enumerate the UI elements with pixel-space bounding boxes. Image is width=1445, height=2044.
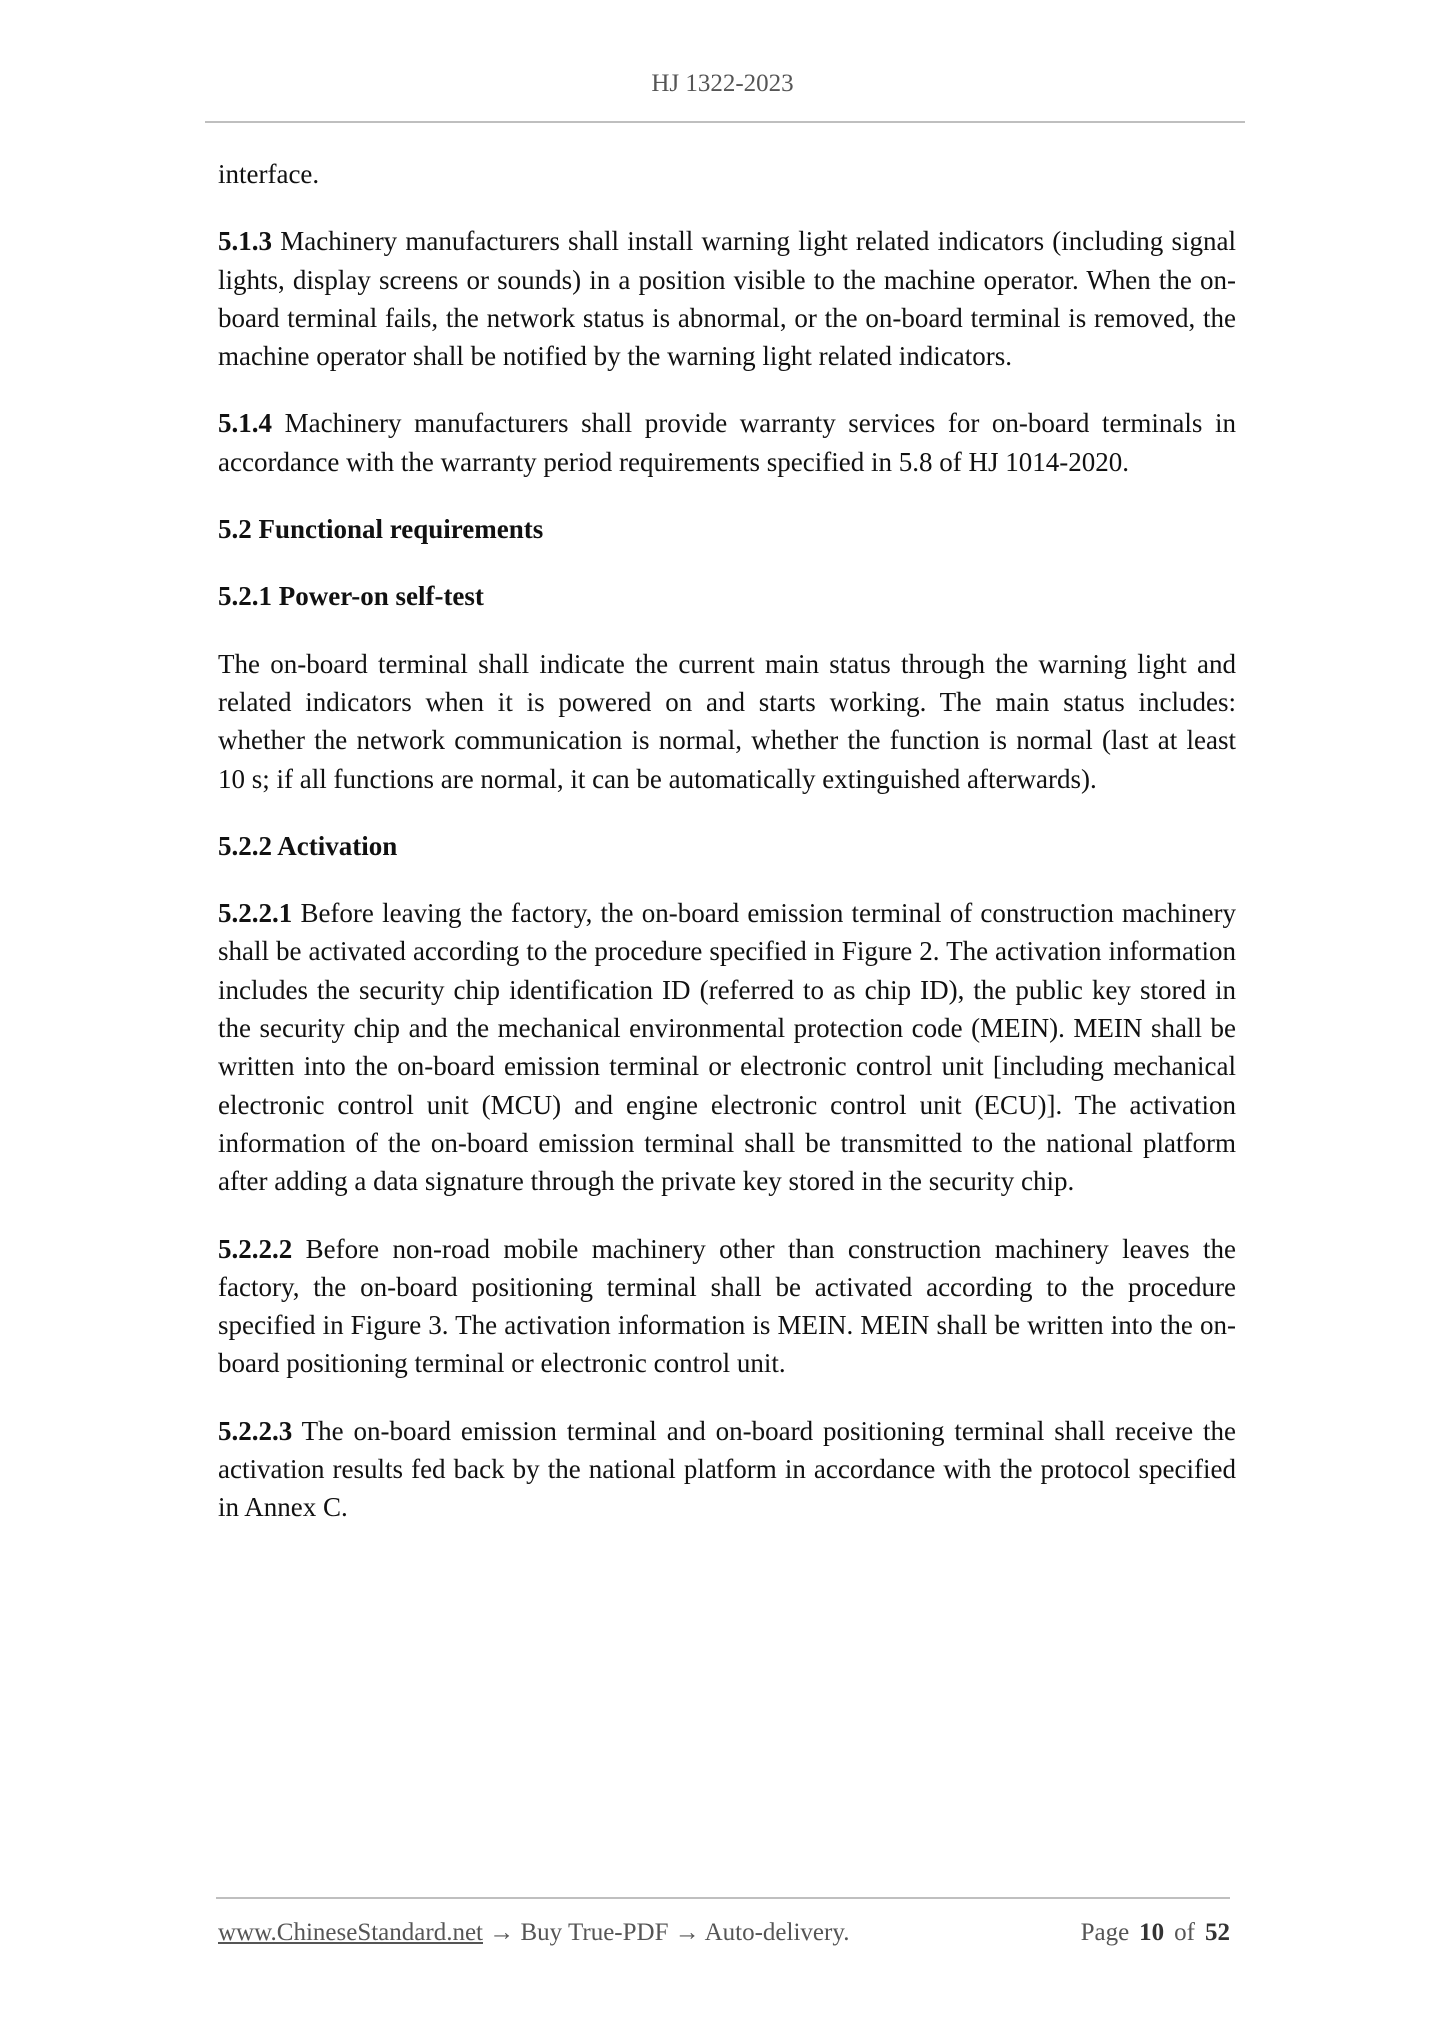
clause-5-1-4 [218, 404, 1236, 481]
clause-number: 5.2.2.1 [218, 898, 293, 929]
clause-5-2-2-1 [218, 894, 1236, 1200]
clause-text: Before non-road mobile machinery other than construction machinery leaves the factory, the on-board positioning terminal shall be activated according to the procedure specified in Figure 3. The activation information is MEIN. MEIN shall be written into the on-board positioning terminal or electronic control unit. [218, 1233, 1236, 1379]
document-body [218, 155, 1236, 1556]
buy-pdf-text: Buy True-PDF [520, 1919, 669, 1946]
website-link[interactable]: www.ChineseStandard.net [218, 1919, 483, 1946]
clause-5-1-3 [218, 222, 1236, 375]
current-page: 10 [1139, 1919, 1165, 1946]
clause-5-2-2-2 [218, 1230, 1236, 1383]
section-heading-5-2-2: 5.2.2 Activation [218, 830, 398, 861]
clause-text: Before leaving the factory, the on-board emission terminal of construction machinery shall be activated according to the procedure specified in Figure 2. The activation information includes the security chip identification ID (referred to as chip ID), the public key stored in the security chip and the mechanical environmental protection code (MEIN). MEIN shall be written into the on-board emission terminal or electronic control unit [including mechanical electronic control unit (MCU) and engine electronic control unit (ECU)]. The activation information of the on-board emission terminal shall be transmitted to the national platform after adding a data signature through the private key stored in the security chip. [218, 898, 1236, 1197]
arrow-right-icon: → [489, 1919, 515, 1946]
clause-text: Machinery manufacturers shall install warning light related indicators (including signal lights, display screens or sounds) in a position visible to the machine operator. When the on-board terminal fails, the network status is abnormal, or the on-board terminal is removed, the machine operator shall be notified by the warning light related indicators. [218, 226, 1237, 372]
page-label: Page [1080, 1919, 1130, 1946]
clause-text: Machinery manufacturers shall provide warranty services for on-board terminals in accordance with the warranty period requirements specified in 5.8 of HJ 1014-2020. [218, 408, 1236, 477]
clause-number: 5.2.2.3 [218, 1415, 293, 1446]
clause-text: The on-board emission terminal and on-board positioning terminal shall receive the activation results fed back by the national platform in accordance with the protocol specified in Annex C. [218, 1415, 1236, 1523]
section-heading-5-2-1: 5.2.1 Power-on self-test [218, 581, 484, 612]
paragraph-text: interface. [218, 159, 320, 189]
clause-5-2-2-3 [218, 1412, 1236, 1527]
page-number [1081, 1919, 1230, 1947]
paragraph-continuation [218, 155, 1236, 193]
section-heading-5-2: 5.2 Functional requirements [218, 514, 544, 545]
clause-number: 5.2.2.2 [218, 1233, 293, 1264]
total-pages: 52 [1205, 1919, 1230, 1946]
auto-delivery-text: Auto-delivery. [704, 1919, 850, 1946]
paragraph-power-on-self-test [218, 645, 1236, 798]
header-divider [205, 121, 1245, 123]
footer-promo [218, 1919, 849, 1947]
clause-number: 5.1.3 [218, 226, 272, 257]
running-header: HJ 1322-2023 [651, 70, 794, 97]
of-label: of [1174, 1919, 1195, 1946]
paragraph-text: The on-board terminal shall indicate the current main status through the warning light and related indicators when it is powered on and starts working. The main status includes: whether the network communication is normal, whether the function is normal (last at least 10 s; if all functions are normal, it can be automatically extinguished afterwards). [218, 648, 1236, 794]
clause-number: 5.1.4 [218, 408, 272, 439]
arrow-right-icon: → [674, 1919, 700, 1946]
footer-divider [216, 1897, 1230, 1899]
